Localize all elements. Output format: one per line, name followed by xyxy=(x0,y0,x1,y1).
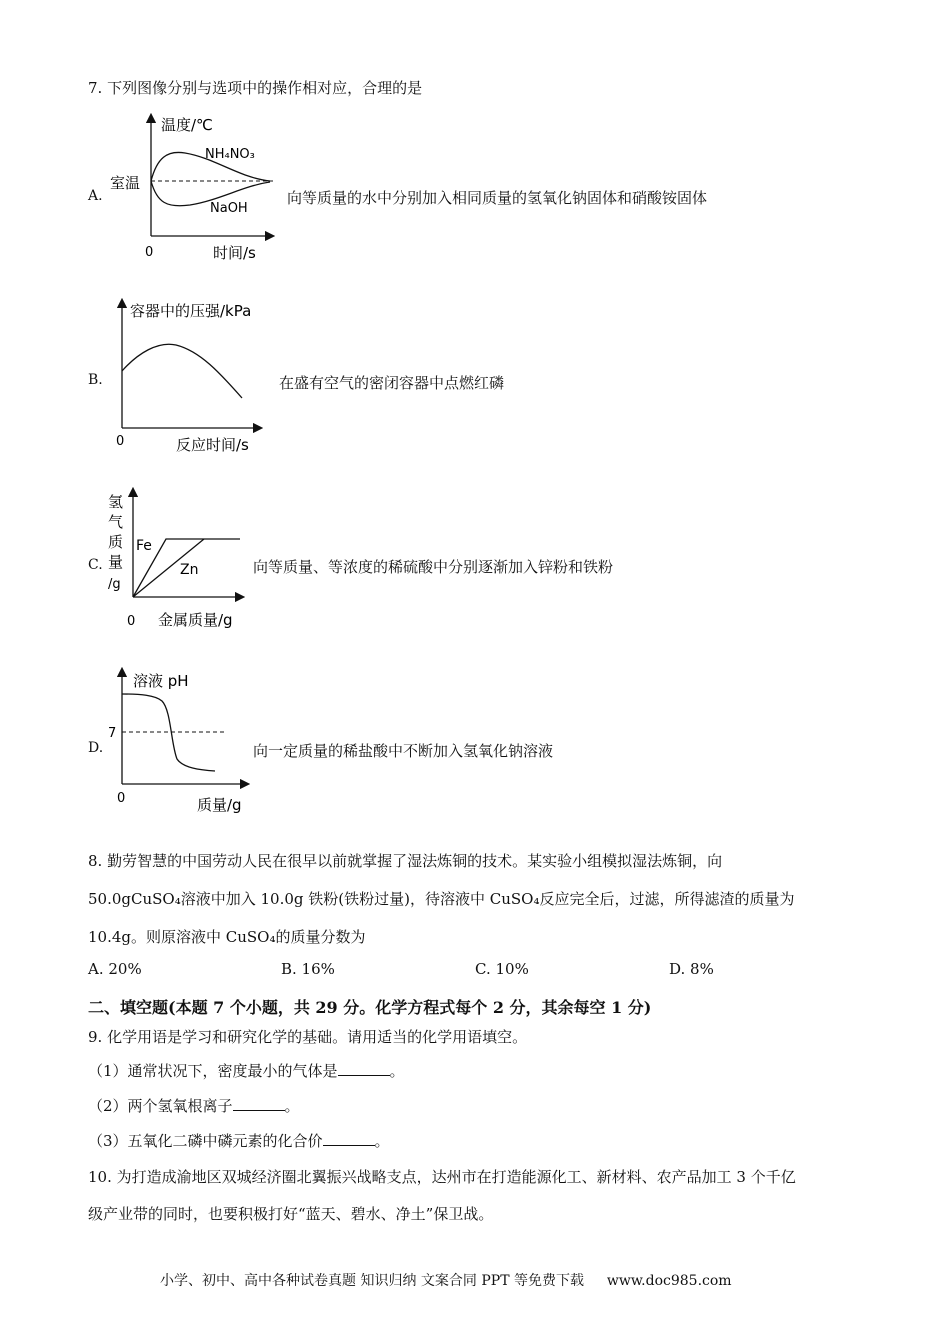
y-axis-char-1: 氢 xyxy=(108,493,124,511)
y-axis-label: 溶液 pH xyxy=(133,672,189,690)
q9-item-1-blank[interactable] xyxy=(338,1061,390,1076)
q9-item-3-text: （3）五氧化二磷中磷元素的化合价 xyxy=(88,1132,323,1150)
y-axis-char-5: /g xyxy=(108,577,121,592)
q9-item-2-blank[interactable] xyxy=(233,1096,285,1111)
origin-label: 0 xyxy=(117,791,126,806)
q7-option-d-graph xyxy=(105,664,255,822)
y-axis-char-2: 气 xyxy=(108,513,124,531)
q9-item-3-blank[interactable] xyxy=(323,1131,375,1146)
pressure-curve xyxy=(122,344,242,398)
q7-option-c-desc: 向等质量、等浓度的稀硫酸中分别逐渐加入锌粉和铁粉 xyxy=(253,558,614,576)
q8-choice-c: C. 10% xyxy=(475,960,529,978)
fe-label: Fe xyxy=(136,538,152,554)
q9-item-3-end: 。 xyxy=(374,1132,390,1150)
y-axis-char-3: 质 xyxy=(108,533,124,551)
room-temp-label: 室温 xyxy=(110,174,141,192)
section-2-title: 二、填空题(本题 7 个小题，共 29 分。化学方程式每个 2 分，其余每空 1 分) xyxy=(88,998,652,1017)
nh4no3-label: NH₄NO₃ xyxy=(205,147,255,162)
q7-option-d-desc: 向一定质量的稀盐酸中不断加入氢氧化钠溶液 xyxy=(253,742,554,760)
footer-text: 小学、初中、高中各种试卷真题 知识归纳 文案合同 PPT 等免费下载 xyxy=(160,1273,584,1289)
q9-item-1 xyxy=(88,1060,405,1081)
q9-stem: 9. 化学用语是学习和研究化学的基础。请用适当的化学用语填空。 xyxy=(88,1028,528,1046)
q9-item-2-end: 。 xyxy=(284,1097,300,1115)
q8-choice-d: D. 8% xyxy=(669,960,714,978)
q7-stem: 7. 下列图像分别与选项中的操作相对应，合理的是 xyxy=(88,79,423,97)
y-axis-char-4: 量 xyxy=(108,553,124,571)
q7-option-b-graph xyxy=(108,293,278,458)
q7-option-a-graph xyxy=(105,108,280,266)
q7-option-a-desc: 向等质量的水中分别加入相同质量的氢氧化钠固体和硝酸铵固体 xyxy=(287,189,708,207)
naoh-label: NaOH xyxy=(210,201,248,216)
x-axis-label: 时间/s xyxy=(213,244,256,262)
origin-label: 0 xyxy=(116,434,125,449)
q8-choice-a: A. 20% xyxy=(88,960,142,978)
q9-item-1-text: （1）通常状况下，密度最小的气体是 xyxy=(88,1062,338,1080)
q9-item-2 xyxy=(88,1095,300,1116)
q7-option-d-letter: D. xyxy=(88,740,104,756)
origin-label: 0 xyxy=(127,614,136,629)
footer-url[interactable]: www.doc985.com xyxy=(606,1273,732,1289)
q7-option-c-graph xyxy=(100,482,250,632)
x-axis-label: 金属质量/g xyxy=(158,611,233,629)
zn-label: Zn xyxy=(180,562,199,578)
q10-line-1: 10. 为打造成渝地区双城经济圈北翼振兴战略支点，达州市在打造能源化工、新材料、农产品加工 3 个千亿 xyxy=(88,1168,796,1186)
q10-line-2: 级产业带的同时，也要积极打好“蓝天、碧水、净土”保卫战。 xyxy=(88,1205,494,1223)
q9-item-3 xyxy=(88,1130,390,1151)
x-axis-label: 质量/g xyxy=(197,796,242,814)
origin-label: 0 xyxy=(145,245,154,260)
y-axis-label: 容器中的压强/kPa xyxy=(130,302,252,320)
footer xyxy=(160,1270,732,1290)
q9-item-1-end: 。 xyxy=(389,1062,405,1080)
y-axis-label: 温度/℃ xyxy=(161,116,213,134)
q8-line-2: 50.0gCuSO₄溶液中加入 10.0g 铁粉(铁粉过量)，待溶液中 CuSO₄反应完全后，过滤，所得滤渣的质量为 xyxy=(88,890,795,908)
q7-option-b-desc: 在盛有空气的密闭容器中点燃红磷 xyxy=(279,374,505,392)
q7-option-c-letter: C. xyxy=(88,557,103,573)
q7-option-b-letter: B. xyxy=(88,372,103,388)
q9-item-2-text: （2）两个氢氧根离子 xyxy=(88,1097,233,1115)
ph7-label: 7 xyxy=(108,726,117,741)
q8-line-3: 10.4g。则原溶液中 CuSO₄的质量分数为 xyxy=(88,928,366,946)
x-axis-label: 反应时间/s xyxy=(176,436,249,454)
q8-line-1: 8. 勤劳智慧的中国劳动人民在很早以前就掌握了湿法炼铜的技术。某实验小组模拟湿法炼铜，向 xyxy=(88,852,723,870)
q8-choice-b: B. 16% xyxy=(281,960,335,978)
q7-option-a-letter: A. xyxy=(88,188,103,204)
